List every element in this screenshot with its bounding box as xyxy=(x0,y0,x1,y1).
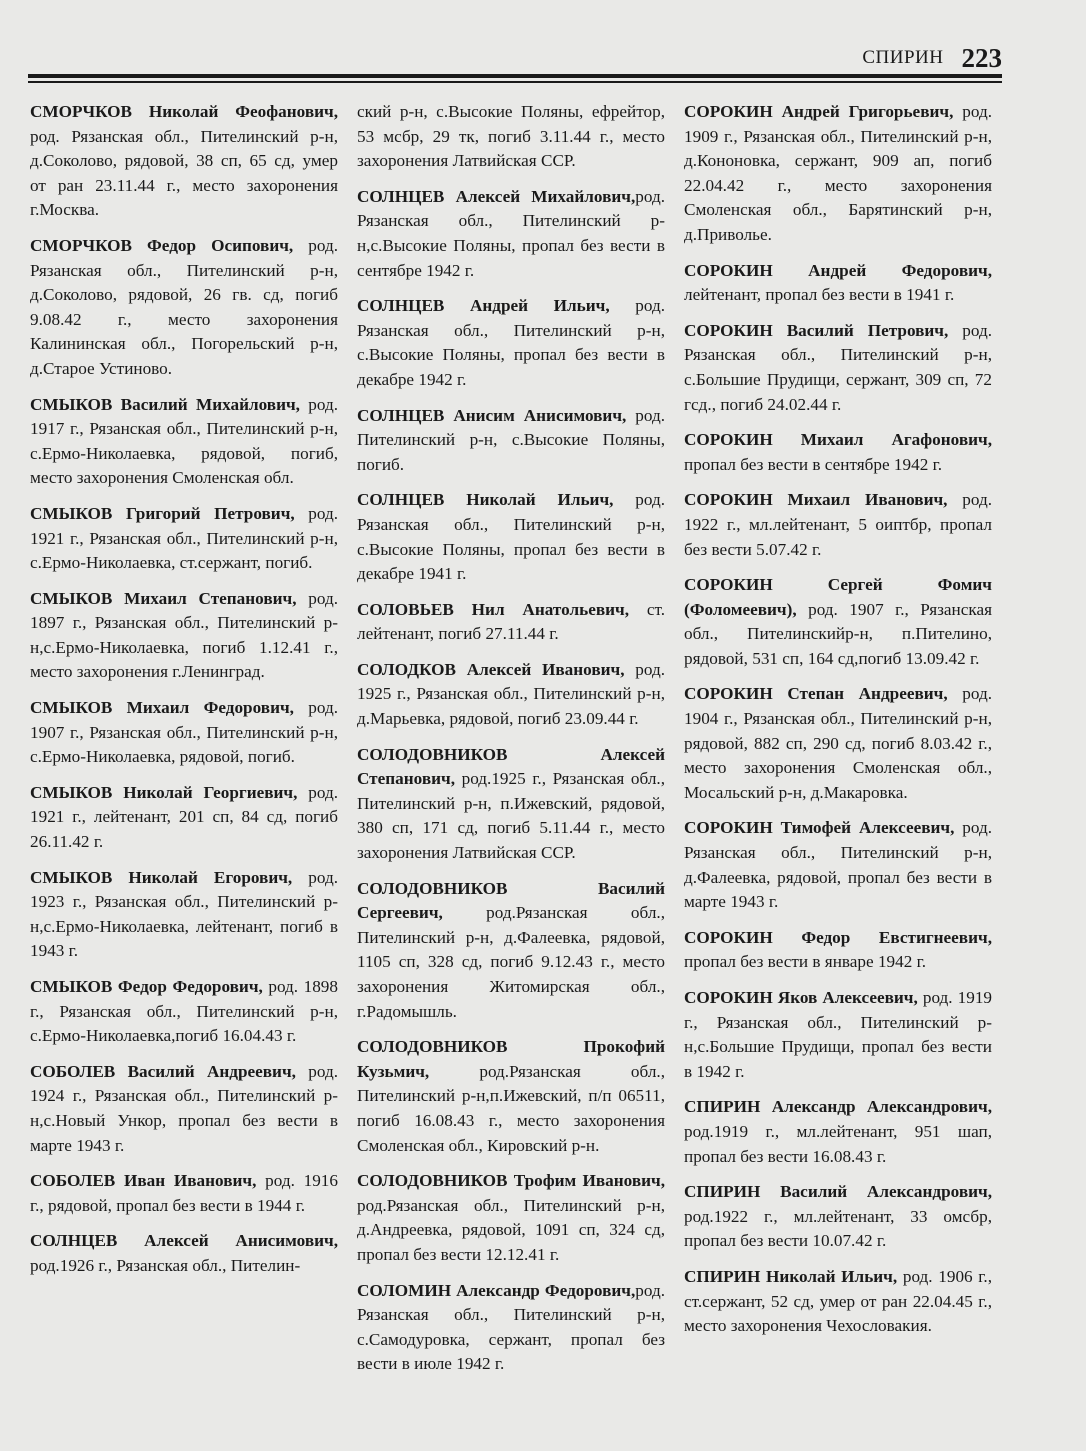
list-entry xyxy=(684,986,992,1084)
list-entry xyxy=(30,696,338,770)
list-entry xyxy=(684,100,992,248)
entry-name: СОЛНЦЕВ Анисим Анисимович, xyxy=(357,405,627,425)
entry-details: род. Рязанская обл., Пителинский р-н, с.Самодуровка, сержант, пропал без вести в июле 1942 г. xyxy=(357,1280,665,1374)
entry-name: СОЛОДКОВ Алексей Иванович, xyxy=(357,659,625,679)
entry-details: род.1926 г., Рязанская обл., Пителин- xyxy=(30,1255,301,1275)
list-entry xyxy=(684,682,992,805)
list-entry xyxy=(684,1265,992,1339)
list-entry xyxy=(357,598,665,647)
list-entry xyxy=(30,781,338,855)
entry-name: СМЫКОВ Василий Михайлович, xyxy=(30,394,300,414)
list-entry xyxy=(684,1180,992,1254)
entry-name: СПИРИН Василий Александрович, xyxy=(684,1182,992,1202)
entry-details: род.Рязанская обл., Пителинский р-н,п.Ижевский, п/п 06511, погиб 16.08.43 г., место захоронения Смоленская обл., Кировский р-н. xyxy=(357,1061,665,1155)
entry-details: род. 1916 г., рядовой, пропал без вести в 1944 г. xyxy=(30,1171,338,1215)
entry-details: род. 1909 г., Рязанская обл., Пителинский р-н, д.Кононовка, сержант, 909 ап, погиб 22.04.42 г., место захоронения Смоленская обл., Барятинский р-н, д.Приволье. xyxy=(684,102,992,244)
entry-name: СМЫКОВ Федор Федорович, xyxy=(30,977,263,996)
list-entry xyxy=(30,234,338,382)
column-3 xyxy=(684,100,992,1388)
list-entry xyxy=(357,1279,665,1377)
list-entry xyxy=(684,428,992,477)
list-entry xyxy=(357,100,665,174)
list-entry xyxy=(357,488,665,586)
entry-details: род.1925 г., Рязанская обл., Пителинский р-н, п.Ижевский, рядовой, 380 сп, 171 сд, погиб 5.11.44 г., место захоронения Латвийская ССР. xyxy=(357,769,665,863)
list-entry xyxy=(684,816,992,914)
entry-details: род. Рязанская обл., Пителинский р-н,с.Высокие Поляны, пропал без вести в сентябре 1942 г. xyxy=(357,186,665,280)
entry-details: ский р-н, с.Высокие Поляны, ефрейтор, 53 мсбр, 29 тк, погиб 3.11.44 г., место захоронения Латвийская ССР. xyxy=(357,102,665,171)
entry-details: пропал без вести в январе 1942 г. xyxy=(684,952,927,972)
entry-name: СОЛОДОВНИКОВ Алексей Степанович, xyxy=(357,744,665,789)
entry-details: род. 1907 г., Рязанская обл., Пителинский р-н, с.Ермо-Николаевка, рядовой, погиб. xyxy=(30,698,338,767)
entry-name: СОЛОМИН Александр Федорович, xyxy=(357,1280,636,1300)
entry-details: род. 1898 г., Рязанская обл., Пителинский р-н, с.Ермо-Николаевка,погиб 16.04.43 г. xyxy=(30,977,338,1046)
list-entry xyxy=(357,877,665,1025)
entry-name: СМЫКОВ Николай Георгиевич, xyxy=(30,782,298,802)
entry-name: СМЫКОВ Николай Егорович, xyxy=(30,867,293,887)
entry-details: род. 1917 г., Рязанская обл., Пителинский р-н, с.Ермо-Николаевка, рядовой, погиб, место захоронения Смоленская обл. xyxy=(30,394,339,488)
entry-name: СОРОКИН Андрей Федорович, xyxy=(684,260,992,280)
entry-name: СОРОКИН Сергей Фомич (Фоломеевич), xyxy=(684,575,992,619)
entry-name: СОЛОВЬЕВ Нил Анатольевич, xyxy=(357,599,630,619)
list-entry xyxy=(357,1035,665,1158)
list-entry xyxy=(684,259,992,308)
entry-details: род. 1923 г., Рязанская обл., Пителинский р-н,с.Ермо-Николаевка, лейтенант, погиб в 1943 г. xyxy=(30,867,338,961)
entry-details: род.Рязанская обл., Пителинский р-н, д.Андреевка, рядовой, 1091 сп, 324 сд, пропал без вести 12.12.41 г. xyxy=(357,1195,665,1264)
entry-name: СОБОЛЕВ Иван Иванович, xyxy=(30,1171,257,1191)
list-entry xyxy=(30,502,338,576)
entry-name: СМОРЧКОВ Федор Осипович, xyxy=(30,235,294,255)
entry-details: род. Рязанская обл., Пителинский р-н, с.Высокие Поляны, пропал без вести в декабре 1941 г. xyxy=(357,490,665,584)
entry-name: СОЛОДОВНИКОВ Прокофий Кузьмич, xyxy=(357,1037,665,1081)
list-entry xyxy=(357,743,665,866)
list-entry xyxy=(684,573,992,671)
entry-details: род. 1897 г., Рязанская обл., Пителинский р-н,с.Ермо-Николаевка, погиб 1.12.41 г., место захоронения г.Ленинград. xyxy=(30,588,338,682)
list-entry xyxy=(30,975,338,1049)
column-1 xyxy=(30,100,338,1388)
list-entry xyxy=(684,926,992,975)
list-entry xyxy=(30,866,338,964)
entry-details: ст. лейтенант, погиб 27.11.44 г. xyxy=(357,599,665,644)
page-number: 223 xyxy=(961,43,1002,73)
entry-name: СМЫКОВ Михаил Федорович, xyxy=(30,698,294,718)
entry-details: род. Пителинский р-н, с.Высокие Поляны, погиб. xyxy=(357,405,665,474)
list-entry xyxy=(30,393,338,491)
entry-details: род. 1904 г., Рязанская обл., Пителинский р-н, рядовой, 882 сп, 290 сд, погиб 8.03.42 г., место захоронения Смоленская обл., Мосальский р-н, д.Макаровка. xyxy=(684,684,993,802)
entry-name: СОРОКИН Яков Алексеевич, xyxy=(684,988,918,1007)
entry-name: СОЛНЦЕВ Андрей Ильич, xyxy=(357,296,610,316)
list-entry xyxy=(357,1169,665,1267)
entry-details: род. 1924 г., Рязанская обл., Пителинский р-н,с.Новый Ункор, пропал без вести в марте 1943 г. xyxy=(30,1061,339,1155)
text-columns xyxy=(30,100,1006,1388)
entry-name: СОРОКИН Михаил Иванович, xyxy=(684,490,948,510)
entry-name: СМОРЧКОВ Николай Феофанович, xyxy=(30,102,338,121)
list-entry xyxy=(30,587,338,685)
entry-name: СМЫКОВ Михаил Степанович, xyxy=(30,588,297,608)
list-entry xyxy=(30,1060,338,1158)
entry-name: СОРОКИН Андрей Григорьевич, xyxy=(684,102,954,121)
column-2 xyxy=(357,100,665,1388)
entry-name: СПИРИН Николай Ильич, xyxy=(684,1266,898,1286)
entry-name: СОБОЛЕВ Василий Андреевич, xyxy=(30,1061,296,1081)
entry-details: род.1922 г., мл.лейтенант, 33 омсбр, пропал без вести 10.07.42 г. xyxy=(684,1206,992,1251)
list-entry xyxy=(684,488,992,562)
entry-name: СОРОКИН Михаил Агафонович, xyxy=(684,430,992,450)
entry-details: пропал без вести в сентябре 1942 г. xyxy=(684,454,942,474)
entry-name: СОЛНЦЕВ Алексей Анисимович, xyxy=(30,1231,338,1251)
entry-details: лейтенант, пропал без вести в 1941 г. xyxy=(684,285,955,305)
entry-details: род. 1907 г., Рязанская обл., Пителинскийр-н, п.Пителино, рядовой, 531 сп, 164 сд,погиб 13.09.42 г. xyxy=(684,599,992,668)
running-head: СПИРИН xyxy=(862,47,944,68)
entry-details: род. Рязанская обл., Пителинский р-н, с.Высокие Поляны, пропал без вести в декабре 1942 г. xyxy=(357,296,665,389)
entry-details: род. 1925 г., Рязанская обл., Пителинский р-н, д.Марьевка, рядовой, погиб 23.09.44 г. xyxy=(357,659,666,729)
entry-name: СОЛНЦЕВ Николай Ильич, xyxy=(357,490,614,510)
list-entry xyxy=(30,1169,338,1218)
entry-details: род. 1922 г., мл.лейтенант, 5 оиптбр, пропал без вести 5.07.42 г. xyxy=(684,490,992,559)
entry-details: род. 1921 г., лейтенант, 201 сп, 84 сд, погиб 26.11.42 г. xyxy=(30,782,338,852)
entry-details: род. Рязанская обл., Пителинский р-н, д.Соколово, рядовой, 26 гв. сд, погиб 9.08.42 г., место захоронения Калининская обл., Погорельский р-н, д.Старое Устиново. xyxy=(30,235,339,378)
entry-name: СОРОКИН Степан Андреевич, xyxy=(684,684,948,704)
list-entry xyxy=(684,1095,992,1169)
entry-details: род. Рязанская обл., Пителинский р-н, д.Фалеевка, рядовой, пропал без вести в марте 1943 г. xyxy=(684,818,992,912)
entry-name: СОРОКИН Тимофей Алексеевич, xyxy=(684,818,955,838)
entry-details: род. 1919 г., Рязанская обл., Пителинский р-н,с.Большие Прудищи, пропал без вести в 1942 г. xyxy=(684,988,993,1081)
entry-details: род. Рязанская обл., Пителинский р-н, д.Соколово, рядовой, 38 сп, 65 сд, умер от ран 23.11.44 г., место захоронения г.Москва. xyxy=(30,126,338,220)
header-rule-thick xyxy=(28,74,1002,78)
list-entry xyxy=(357,185,665,283)
entry-name: СОЛНЦЕВ Алексей Михайлович, xyxy=(357,186,636,206)
entry-name: СОРОКИН Федор Евстигнеевич, xyxy=(684,927,992,947)
entry-name: СПИРИН Александр Александрович, xyxy=(684,1097,992,1117)
list-entry xyxy=(357,658,665,732)
entry-name: СМЫКОВ Григорий Петрович, xyxy=(30,503,295,523)
entry-name: СОЛОДОВНИКОВ Василий Сергеевич, xyxy=(357,878,665,923)
entry-details: род.Рязанская обл., Пителинский р-н, д.Фалеевка, рядовой, 1105 сп, 328 сд, погиб 9.12.43 г., место захоронения Житомирская обл., г.Радомышль. xyxy=(357,903,665,1021)
entry-name: СОЛОДОВНИКОВ Трофим Иванович, xyxy=(357,1171,665,1191)
list-entry xyxy=(30,100,338,223)
header-rule-thin xyxy=(28,81,1002,83)
list-entry xyxy=(684,319,992,417)
entry-details: род.1919 г., мл.лейтенант, 951 шап, пропал без вести 16.08.43 г. xyxy=(684,1121,992,1166)
list-entry xyxy=(357,294,665,392)
entry-name: СОРОКИН Василий Петрович, xyxy=(684,320,949,340)
page-header xyxy=(28,36,1002,72)
entry-details: род. 1906 г., ст.сержант, 52 сд, умер от ран 22.04.45 г., место захоронения Чехословакия. xyxy=(684,1266,993,1336)
list-entry xyxy=(357,404,665,478)
entry-details: род. 1921 г., Рязанская обл., Пителинский р-н, с.Ермо-Николаевка, ст.сержант, погиб. xyxy=(30,503,338,573)
list-entry xyxy=(30,1229,338,1278)
entry-details: род. Рязанская обл., Пителинский р-н, с.Большие Прудищи, сержант, 309 сп, 72 гсд., погиб 24.02.44 г. xyxy=(684,320,993,414)
